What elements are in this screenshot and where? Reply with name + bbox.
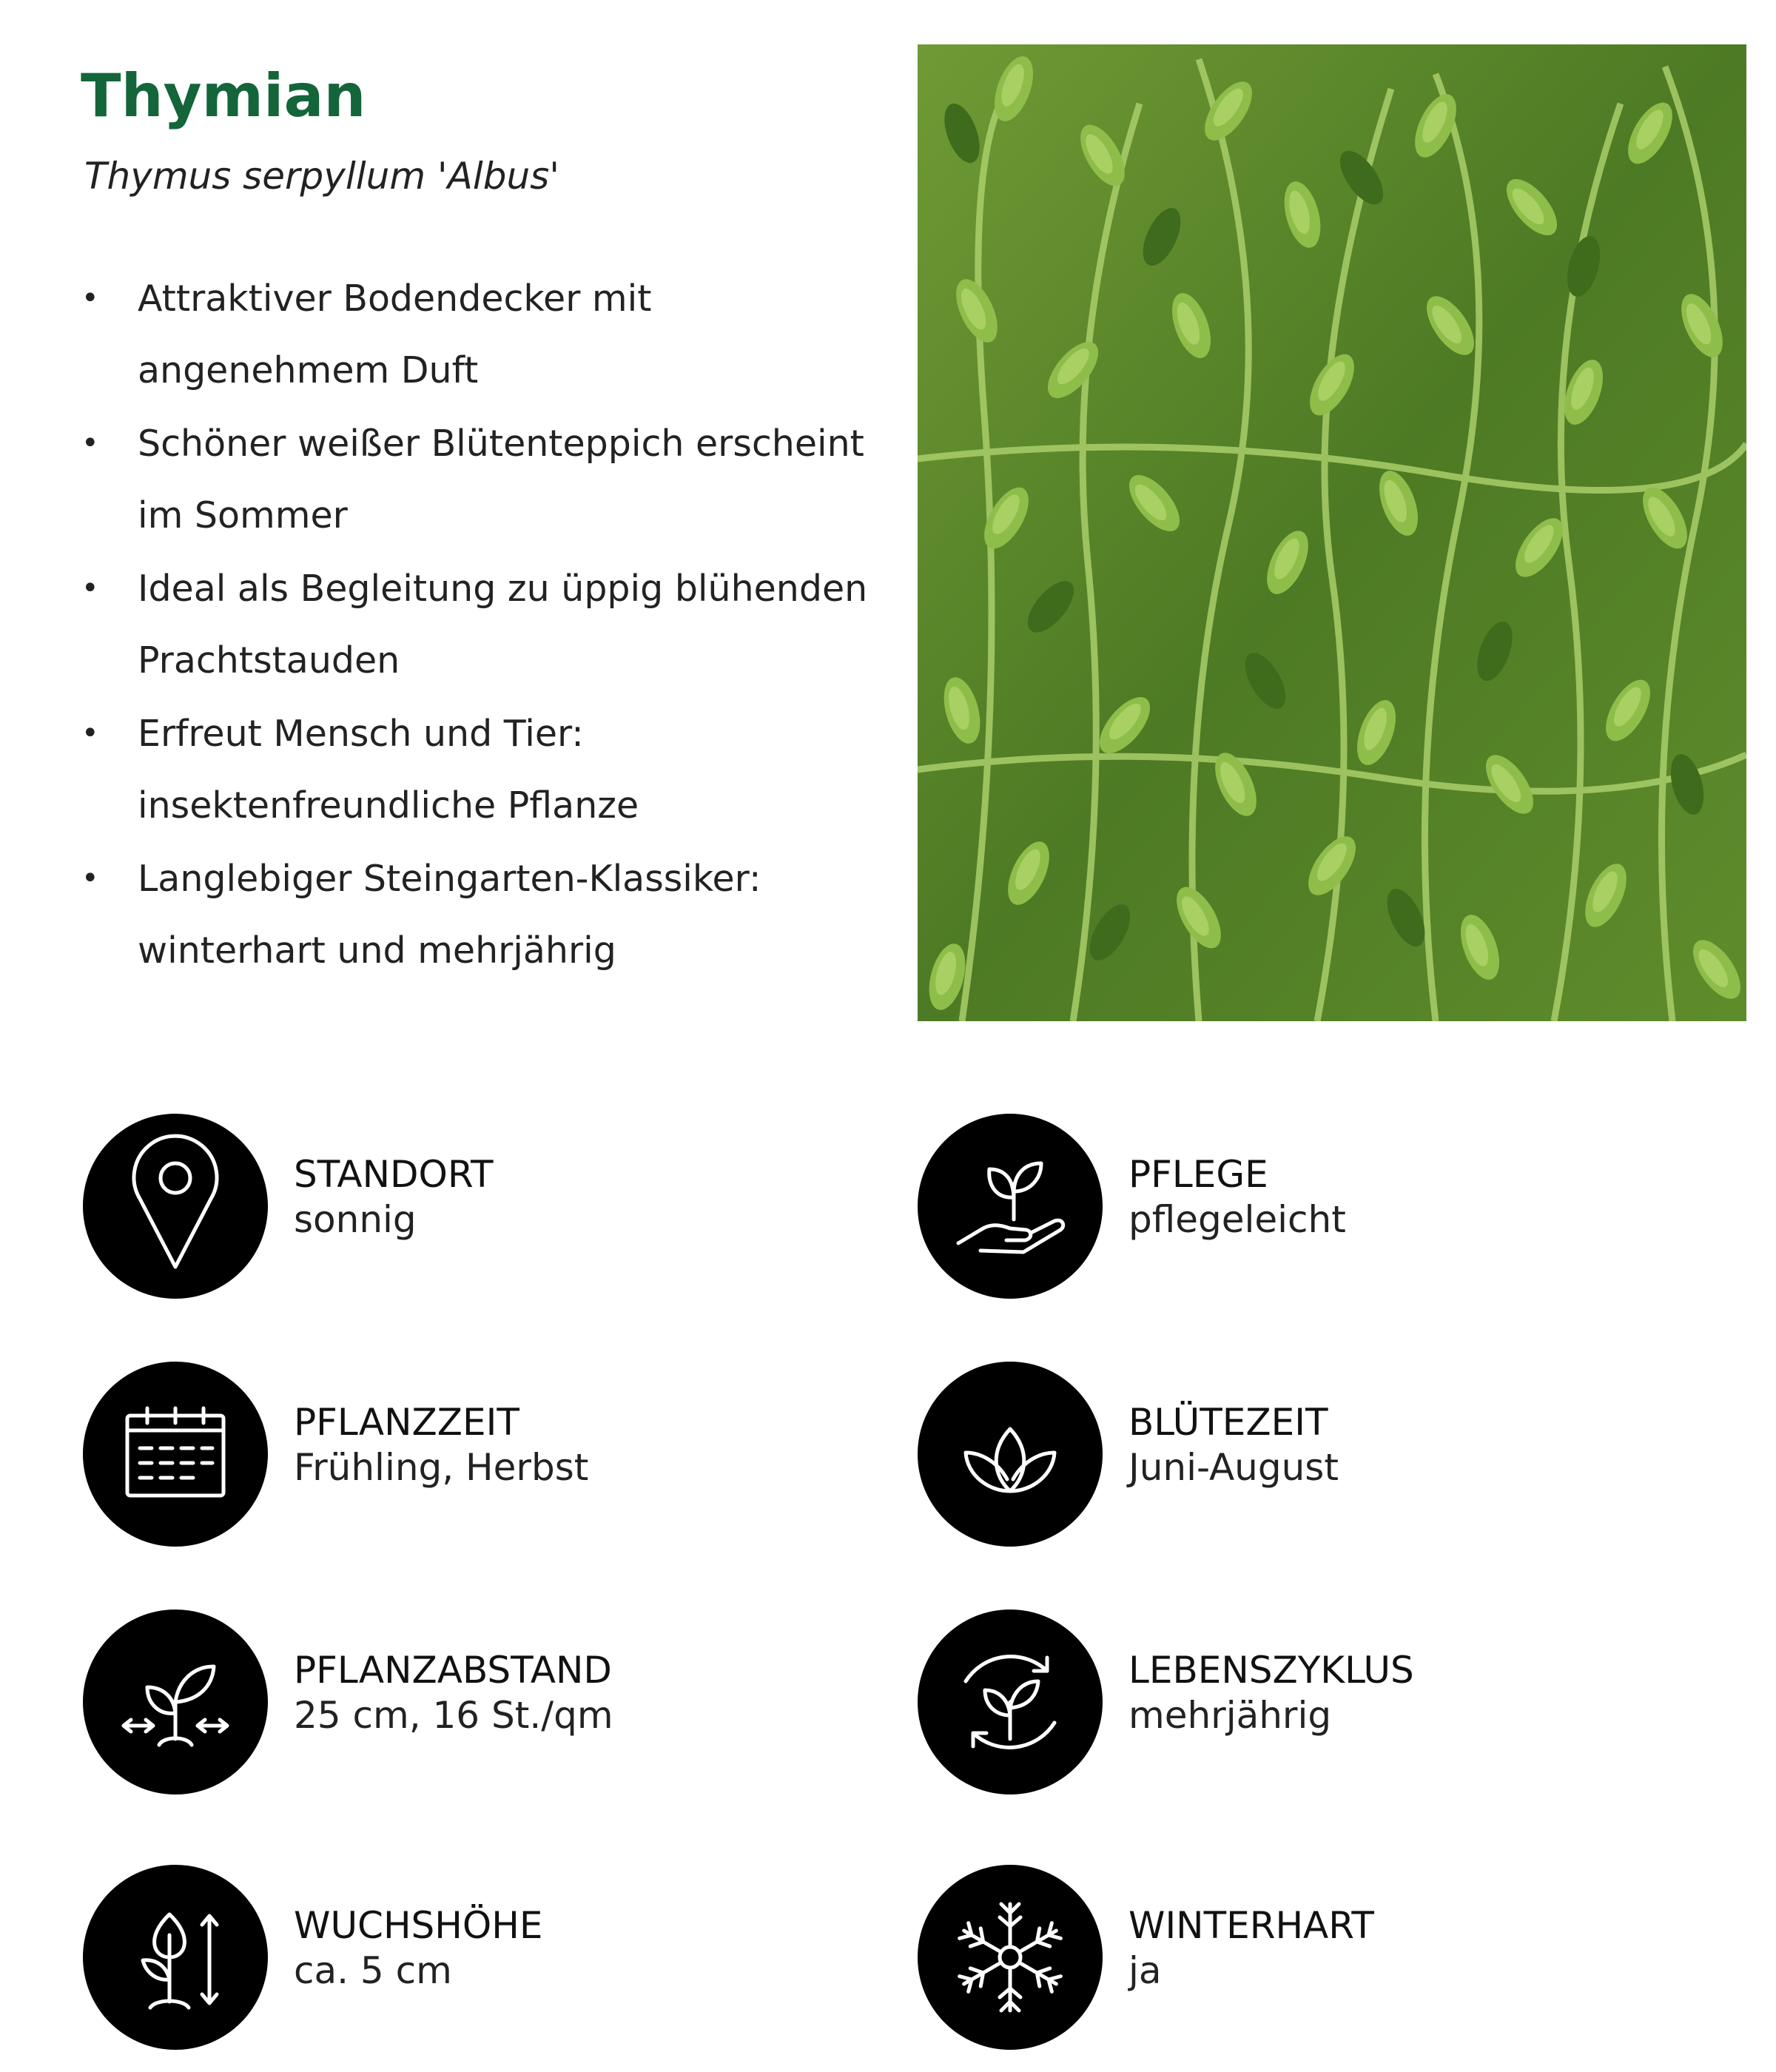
bullet-line: im Sommer bbox=[138, 494, 348, 536]
bullet-item bbox=[74, 843, 873, 986]
snowflake-icon bbox=[918, 1865, 1103, 2050]
feature-label: PFLANZABSTAND bbox=[294, 1649, 612, 1692]
feature-label: BLÜTEZEIT bbox=[1128, 1401, 1328, 1444]
bullet-line: winterhart und mehrjährig bbox=[138, 929, 616, 972]
bullet-dot: • bbox=[81, 861, 99, 895]
feature-value: 25 cm, 16 St./qm bbox=[294, 1694, 613, 1737]
bullet-line: Langlebiger Steingarten-Klassiker: bbox=[138, 858, 761, 900]
feature-value: ca. 5 cm bbox=[294, 1949, 452, 1992]
feature-label: WINTERHART bbox=[1128, 1904, 1374, 1947]
feature-lebenszyklus bbox=[918, 1610, 1658, 1794]
feature-label: LEBENSZYKLUS bbox=[1128, 1649, 1414, 1692]
feature-standort bbox=[83, 1114, 823, 1299]
plant-photo bbox=[918, 44, 1746, 1021]
bullet-line: Prachtstauden bbox=[138, 639, 400, 682]
hand-seedling-icon bbox=[918, 1114, 1103, 1299]
life-cycle-icon bbox=[918, 1610, 1103, 1794]
feature-label: PFLANZZEIT bbox=[294, 1401, 519, 1444]
feature-label: STANDORT bbox=[294, 1153, 494, 1196]
bullet-dot: • bbox=[81, 716, 99, 750]
feature-pflege bbox=[918, 1114, 1658, 1299]
bullet-line: Ideal als Begleitung zu üppig blühenden bbox=[138, 568, 868, 610]
location-pin-icon bbox=[83, 1114, 268, 1299]
feature-wuchshoehe bbox=[83, 1865, 823, 2050]
bullet-item bbox=[74, 553, 873, 696]
feature-pflanzabstand bbox=[83, 1610, 823, 1794]
bullet-item bbox=[74, 698, 873, 841]
product-title: Thymian bbox=[81, 61, 366, 130]
feature-value: Juni-August bbox=[1128, 1446, 1339, 1489]
feature-value: ja bbox=[1128, 1949, 1162, 1992]
plant-spacing-icon bbox=[83, 1610, 268, 1794]
feature-value: Frühling, Herbst bbox=[294, 1446, 589, 1489]
bullet-line: angenehmem Duft bbox=[138, 349, 479, 391]
feature-value: sonnig bbox=[294, 1198, 417, 1241]
feature-label: WUCHSHÖHE bbox=[294, 1904, 543, 1947]
calendar-icon bbox=[83, 1362, 268, 1547]
feature-winterhart bbox=[918, 1865, 1658, 2050]
botanical-name: Thymus serpyllum 'Albus' bbox=[84, 155, 559, 198]
feature-value: pflegeleicht bbox=[1128, 1198, 1346, 1241]
feature-pflanzzeit bbox=[83, 1362, 823, 1547]
growth-height-icon bbox=[83, 1865, 268, 2050]
bullet-dot: • bbox=[81, 426, 99, 460]
bullet-item bbox=[74, 263, 873, 406]
bullet-line: insektenfreundliche Pflanze bbox=[138, 784, 639, 827]
bullet-line: Attraktiver Bodendecker mit bbox=[138, 278, 652, 320]
bullet-dot: • bbox=[81, 281, 99, 315]
feature-bullet-list bbox=[74, 263, 873, 988]
feature-value: mehrjährig bbox=[1128, 1694, 1332, 1737]
bullet-line: Schöner weißer Blütenteppich erscheint bbox=[138, 423, 864, 465]
lotus-flower-icon bbox=[918, 1362, 1103, 1547]
bullet-line: Erfreut Mensch und Tier: bbox=[138, 713, 584, 755]
feature-label: PFLEGE bbox=[1128, 1153, 1268, 1196]
bullet-dot: • bbox=[81, 571, 99, 605]
bullet-item bbox=[74, 408, 873, 551]
feature-bluetezeit bbox=[918, 1362, 1658, 1547]
